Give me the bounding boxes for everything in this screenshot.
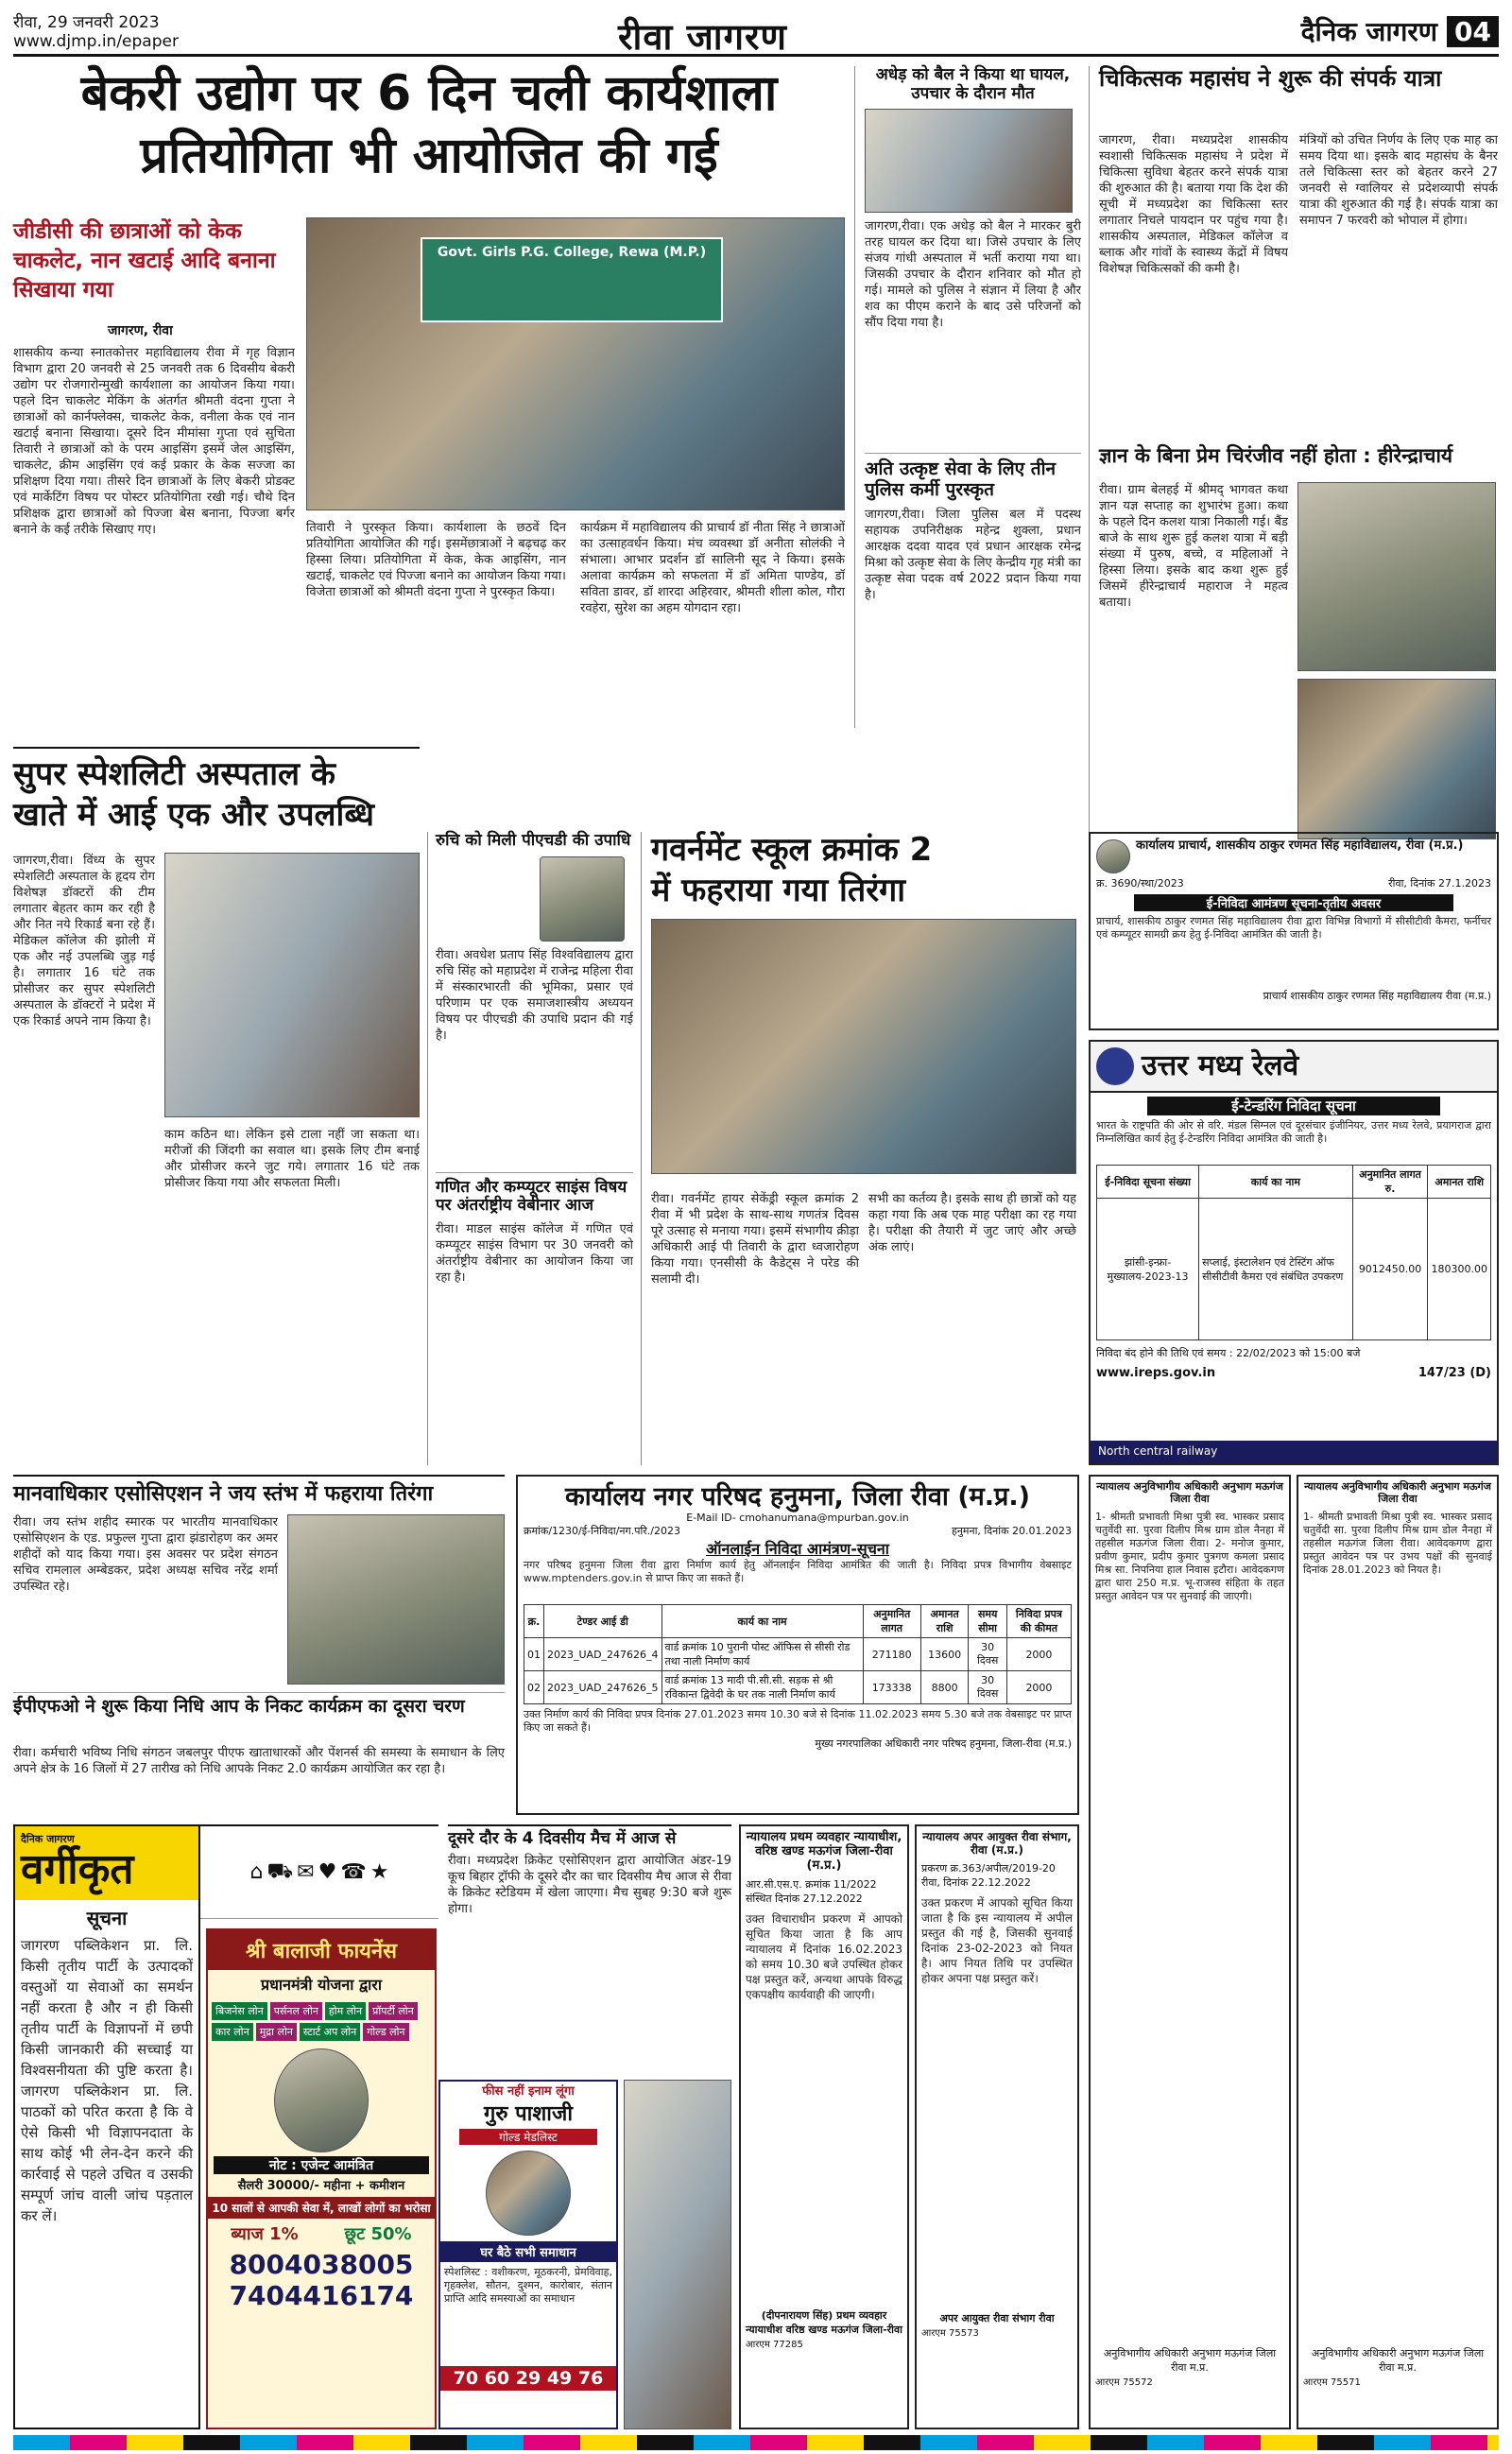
railway-td-3: 9012450.00 (1352, 1199, 1428, 1340)
nagar-cell: 8800 (920, 1671, 969, 1704)
issue-date: रीवा, 29 जनवरी 2023 (13, 13, 160, 32)
story-bull-photo (865, 109, 1073, 213)
loan-badge: मुद्रा लोन (256, 2023, 297, 2041)
briefcase-icon: ✉ (297, 1860, 315, 1884)
story-cricket-headline: दूसरे दौर के 4 दिवसीय मैच में आज से (448, 1829, 677, 1848)
loan-badge: होम लोन (325, 2002, 366, 2020)
classifieds-brand: दैनिक जागरण (21, 1833, 75, 1845)
nagar-cell: 173338 (863, 1671, 920, 1704)
railway-logo (1096, 1047, 1134, 1085)
college-notice-subtitle: ई-निविदा आमंत्रण सूचना-तृतीय अवसर (1134, 894, 1453, 911)
nagar-th-3: कार्य का नाम (662, 1605, 863, 1638)
classifieds-icon-strip (200, 1824, 438, 1919)
column-right (1089, 66, 1499, 851)
railway-intro: भारत के राष्ट्रपति की ओर से वरि. मंडल सिग्नल एवं दूरसंचार इंजीनियर, उत्तर मध्य रेलवे, प्रयागराज द्वारा निम्नलिखित कार्य हेतु ई-टेन्डरिंग निविदा आमंत्रित की जाती है। (1096, 1119, 1491, 1145)
court-notice-2-ref: प्रकरण क्र.363/अपील/2019-20 (921, 1861, 1056, 1875)
court-notice-2 (915, 1824, 1079, 2429)
court-notice-1-refno: आरएम 77285 (746, 2339, 803, 2350)
nagar-cell: वार्ड क्रमांक 13 मादी पी.सी.सी. सड़क से श्री रविकान्त द्विवेदी के घर तक नाली निर्माण कार्य (662, 1671, 863, 1704)
nagar-th-7: निविदा प्रपत्र की कीमत (1006, 1605, 1071, 1638)
railway-dates: निविदा बंद होने की तिथि एवं समय : 22/02/2023 को 15:00 बजे (1096, 1347, 1361, 1359)
story-phd-body: रीवा। अवधेश प्रताप सिंह विश्वविद्यालय द्वारा रुचि सिंह को महाप्रदेश में राजेन्द्र महिला रीवा में संस्कारभारती की भूमिका, प्रसार एवं परिणाम पर एक समाजशास्त्रीय अध्ययन विषय पर पीएचडी की उपाधि प्रदान की गई है। (436, 947, 633, 1043)
story-epfo-body: रीवा। कर्मचारी भविष्य निधि संगठन जबलपुर पीएफ खाताधारकों और पेंशनर्स की समस्या के समाधान के लिए अपने क्षेत्र के 16 जिलों में 27 तारीख को निधि आपके निकट 2.0 कार्यक्रम आयोजित कर रहा है। (13, 1746, 505, 1776)
railway-ref: 147/23 (D) (1418, 1366, 1491, 1380)
star-icon: ★ (369, 1860, 389, 1884)
legal-notice-1 (1089, 1475, 1291, 2429)
guru-medal: गोल्ड मेडलिस्ट (459, 2129, 597, 2145)
nagar-cell: 2023_UAD_247626_5 (544, 1671, 662, 1704)
story-phd-headline: रुचि को मिली पीएचडी की उपाधि (436, 831, 631, 850)
guru-name: गुरु पाशाजी (483, 2102, 574, 2126)
railway-table-row (1097, 1199, 1491, 1340)
story-police-headline: अति उत्कृष्ट सेवा के लिए तीन पुलिस कर्मी पुरस्कृत (865, 453, 1081, 501)
loan-badge: गोल्ड लोन (363, 2023, 408, 2041)
story-bakery-headline-2: प्रतियोगिता भी आयोजित की गई (140, 127, 718, 184)
railway-th-3: अनुमानित लागत रु. (1352, 1166, 1428, 1199)
brand-name: दैनिक जागरण (1300, 16, 1438, 47)
story-bakery-dateline: जागरण, रीवा (108, 323, 173, 338)
story-doctors-body-2: मंत्रियों को उचित निर्णय के लिए एक माह का समय दिया था। इसके बाद महासंघ के बैनर तले चिकित्सा स्तर को बेहतर करने 27 जनवरी से ग्वालियर से प्रदेशव्यापी संपर्क यात्रा की शुरुआत की गई है। संपर्क यात्रा का समापन 7 फरवरी को भोपाल में होगा। (1299, 133, 1498, 228)
column-phd (427, 832, 633, 1465)
railway-th-4: अमानत राशि (1428, 1166, 1491, 1199)
college-notice-date: रीवा, दिनांक 27.1.2023 (1388, 877, 1491, 890)
legal-notice-1-signature: अनुविभागीय अधिकारी अनुभाग मऊगंज जिला रीवा म.प्र. (1103, 2347, 1277, 2375)
guru-body: स्पेशलिस्ट : वशीकरण, मूठकरनी, प्रेमविवाह, गृहक्लेश, सौतन, दुश्मन, कारोबार, संतान प्राप्ति आदि समस्याओं का समाधान (444, 2266, 612, 2305)
masthead-right (1301, 13, 1499, 49)
railway-th-1: ई-निविदा सूचना संख्या (1097, 1166, 1199, 1199)
story-bakery (13, 66, 845, 728)
court-notice-1-signature: (दीपनारायण सिंह) प्रथम व्यवहार न्यायाधीश वरिष्ठ खण्ड मऊगंज जिला-रीवा (746, 2308, 902, 2336)
story-school-headline-2: में फहराया गया तिरंगा (651, 872, 906, 910)
railway-table-header (1097, 1166, 1491, 1199)
loan-badge: पर्सनल लोन (270, 2002, 322, 2020)
college-notice-ref: क्र. 3690/स्था/2023 (1096, 877, 1184, 890)
balaji-model-photo (274, 2048, 369, 2152)
balaji-phone-2[interactable]: 7404416174 (229, 2280, 414, 2311)
nagar-notice-intro: नगर परिषद हनुमना जिला रीवा द्वारा निर्माण कार्य हेतु ऑनलाईन निविदा आमंत्रित की जाती है। निविदा प्रपत्र विभागीय वेबसाइट www.mptenders.gov.in से प्राप्त किए जा सकते हैं। (524, 1559, 1072, 1585)
story-bull-headline: अधेड़ को बैल ने किया था घायल, उपचार के दौरान मौत (875, 65, 1071, 103)
classifieds-notice-heading: सूचना (86, 1906, 128, 1929)
college-notice (1089, 832, 1499, 1030)
railway-footer (1091, 1441, 1497, 1463)
legal-notice-2 (1297, 1475, 1499, 2429)
legal-notice-2-body: 1- श्रीमती प्रभावती मिश्रा पुत्री स्व. भास्कर प्रसाद चतुर्वेदी सा. पुरवा दिलीप मिश्र ग्राम डोल नैनहा में तहसील मऊगंज जिला रीवा। आवेदकगण द्वारा प्रस्तुत आवेदन पत्र पर उभय पक्षों की सुनवाई दिनांक 28.01.2023 को नियत है। (1303, 1511, 1492, 1577)
guru-ad (438, 2080, 618, 2429)
story-hospital (13, 747, 420, 1465)
nagar-table-row (524, 1671, 1072, 1704)
story-gyan-headline: ज्ञान के बिना प्रेम चिरंजीव नहीं होता : हीरेन्द्राचार्य (1099, 444, 1453, 467)
story-bakery-headline-1: बेकरी उद्योग पर 6 दिन चली कार्यशाला (80, 65, 778, 122)
story-hospital-body: जागरण,रीवा। विंध्य के सुपर स्पेशलिटी अस्पताल के हृदय रोग विशेषज्ञ डॉक्टरों की टीम लगातार बेहतर काम कर रही है और नित नये रिकार्ड बना रहे हैं। मेडिकल कॉलेज की झोली में एक और नई उपलब्धि जुड़ गई है। लगातार 16 घंटे तक प्रोसीजर कर सुपर स्पेशलिटी अस्पताल के डॉक्टरों ने प्रदेश में एक रिकार्ड अपने नाम किया है। (13, 854, 155, 1028)
court-notice-1-ref: आर.सी.एस.ए. क्रमांक 11/2022 (746, 1877, 877, 1891)
story-rights-body: रीवा। जय स्तंभ शहीद स्मारक पर भारतीय मानवाधिकार एसोसिएशन के एड. प्रफुल्ल गुप्ता द्वारा झंडारोहण कर अमर शहीदों को याद किया गया। इस अवसर पर प्रदेश संगठन सचिव रामलाल अम्बेडकर, प्रदेश अध्यक्ष सचिव नरेंद्र शर्मा उपस्थित रहे। (13, 1515, 278, 1594)
loan-badge: कार लोन (212, 2023, 253, 2041)
story-doctors-body: जागरण, रीवा। मध्यप्रदेश शासकीय स्वशासी चिकित्सक महासंघ ने प्रदेश में चिकित्सा सुविधा बेहतर करने संपर्क यात्रा की शुरुआत की है। बताया गया कि देश की सूची में मध्यप्रदेश का चिकित्सा स्तर लगातार निचले पायदान पर पहुंच गया है। शासकीय अस्पताल, मेडिकल कॉलेज व ब्लाक और गांवों के स्वास्थ्य केंद्रों में विषय विशेषज्ञ चिकित्सकों की कमी है। (1099, 133, 1288, 276)
court-notice-2-date: रीवा, दिनांक 22.12.2022 (921, 1875, 1031, 1889)
nagar-th-5: अमानत राशि (920, 1605, 969, 1638)
story-cricket-photo (624, 2080, 731, 2429)
balaji-ad (206, 1928, 437, 2429)
court-notice-2-title: न्यायालय अपर आयुक्त रीवा संभाग, रीवा (म.प्र.) (922, 1830, 1072, 1857)
legal-notice-1-title: न्यायालय अनुविभागीय अधिकारी अनुभाग मऊगंज जिला रीवा (1096, 1480, 1283, 1505)
college-banner-text: Govt. Girls P.G. College, Rewa (M.P.) (437, 245, 707, 260)
nagar-cell: 2000 (1006, 1671, 1071, 1704)
story-webinar-headline: गणित और कम्प्यूटर साइंस विषय पर अंतर्राष्ट्रीय वेबीनार आज (436, 1172, 633, 1216)
nagar-cell: 2000 (1006, 1638, 1071, 1671)
story-webinar-body: रीवा। माडल साइंस कॉलेज में गणित एवं कम्प्यूटर साइंस विभाग पर 30 जनवरी को अंतर्राष्ट्रीय वेबीनार का आयोजन किया जा रहा है। (436, 1221, 633, 1285)
court-notice-2-body: उक्त प्रकरण में आपको सूचित किया जाता है कि इस न्यायालय में अपील प्रस्तुत की गई है, जिसकी सुनवाई दिनांक 23-02-2023 को नियत है। आप नियत तिथि पर उपस्थित होकर अपना पक्ष प्रस्तुत करें। (921, 1895, 1073, 1985)
railway-title: उत्तर मध्य रेलवे (1142, 1048, 1299, 1082)
balaji-phone-1[interactable]: 8004038005 (229, 2249, 414, 2280)
story-phd-photo (540, 856, 625, 942)
story-school-body-2: सभी का कर्तव्य है। इसके साथ ही छात्रों को यह कहा गया कि अब एक माह परीक्षा का रह गया है। परीक्षा की तैयारी में जुट जाएं और अच्छे अंक लाएं। (868, 1192, 1076, 1254)
court-notice-2-refno: आरएम 75573 (921, 2327, 979, 2339)
railway-footer-text: North central railway (1098, 1444, 1218, 1458)
nagar-cell: 30 दिवस (969, 1671, 1006, 1704)
phone-icon: ☎ (340, 1860, 367, 1884)
court-notice-1-body: उक्त विचाराधीन प्रकरण में आपको सूचित किया जाता है कि आप न्यायालय में दिनांक 16.02.2023 को समय 10.30 बजे उपस्थित होकर पक्ष प्रस्तुत करें, अन्यथा आपके विरुद्ध एकपक्षीय कार्यवाही की जाएगी। (746, 1911, 902, 2001)
story-rights (13, 1475, 505, 1815)
nagar-table (524, 1604, 1072, 1704)
court-notice-1-title: न्यायालय प्रथम व्यवहार न्यायाधीश, वरिष्ठ खण्ड मऊगंज जिला-रीवा (म.प्र.) (746, 1830, 902, 1873)
story-school-headline-1: गवर्नमेंट स्कूल क्रमांक 2 (651, 831, 933, 869)
nagar-notice-subtitle: ऑनलाईन निविदा आमंत्रण-सूचना (706, 1540, 889, 1559)
nagar-notice-ref: क्रमांक/1230/ई-निविदा/नग.परि./2023 (524, 1525, 681, 1538)
story-hospital-photo (164, 853, 420, 1117)
story-cricket-body: रीवा। मध्यप्रदेश क्रिकेट एसोसिएशन द्वारा आयोजित अंडर-19 कूच बिहार ट्रॉफी के दूसरे दौर का चार दिवसीय मैच आज से रीवा के क्रिकेट स्टेडियम में खेला जाएगा। मैच सुबह 9:30 बजे शुरू होगा। (448, 1853, 731, 1916)
nagar-notice-signature: मुख्य नगरपालिका अधिकारी नगर परिषद हनुमना, जिला-रीवा (म.प्र.) (815, 1737, 1072, 1751)
loan-badge: स्टार्ट अप लोन (300, 2023, 360, 2041)
guru-phone[interactable]: 70 60 29 49 76 (440, 2366, 616, 2391)
story-bakery-body-3: कार्यक्रम में महाविद्यालय की प्राचार्य डॉ नीता सिंह ने छात्राओं का उत्साहवर्धन किया। मंच व्यवस्था डॉ अनीता सोलंकी ने संभाला। आभार प्रदर्शन डॉ सालिनी सूद ने किया। इसके अलावा कार्यक्रम को सफलता में डॉ अमिता पाण्डेय, डॉ सविता डावर, डॉ शारदा अहिरवार, श्रीमती शीला कोल, गौरा रवहेरा, सुरेश का अहम योगदान रहा। (580, 521, 845, 615)
classifieds-notice-body: जागरण पब्लिकेशन प्रा. लि. किसी तृतीय पार्टी के उत्पादकों वस्तुओं या सेवाओं का समर्थन नहीं करता है और न ही किसी तृतीय पार्टी के विज्ञापनों में छपी किसी जानकारी की सच्चाई या विश्वसनीयता की पुष्टि करता है। जागरण पब्लिकेशन प्रा. लि. पाठकों को परित करता है कि वे ऐसे किसी भी विज्ञापनदाता के साथ कोई भी लेन-देन करने की कार्रवाई से पहले उचित व उसकी सम्पूर्ण जांच वाली जांच पड़ताल कर लें। (21, 1936, 193, 2224)
nagar-notice-closing: उक्त निर्माण कार्य की निविदा प्रपत्र दिनांक 27.01.2023 समय 10.30 बजे से दिनांक 11.02.2023 समय 5.30 बजे तक वेबसाइट पर प्राप्त किए जा सकते हैं। (524, 1708, 1072, 1735)
court-notice-2-signature: अपर आयुक्त रीवा संभाग रीवा (939, 2311, 1055, 2324)
story-police-body: जागरण,रीवा। जिला पुलिस बल में पदस्थ सहायक उपनिरीक्षक महेन्द्र शुक्ला, प्रधान आरक्षक ददवा यादव एवं प्रधान आरक्षक रमेन्द्र मिश्रा को उत्कृष्ट सेवा के लिए केन्द्रीय गृह मंत्री का उत्कृष्ट सेवा पदक वर्ष 2022 प्रदान किया गया है। (865, 507, 1081, 602)
balaji-salary: सैलरी 30000/- महीना + कमीशन (237, 2179, 405, 2193)
story-gyan-photo-2 (1297, 679, 1496, 839)
print-registration-strip (13, 2435, 1499, 2450)
story-bakery-body: शासकीय कन्या स्नातकोत्तर महाविद्यालय रीवा में गृह विज्ञान विभाग द्वारा 20 जनवरी से 25 जनवरी तक 6 दिवसीय बेकरी उद्योग पर रोजगारोन्मुखी कार्यशाला का आयोजन किया गया। पहले दिन चाकलेट मेकिंग के अंतर्गत श्रीमती वंदना गुप्ता ने छात्राओं को कार्नफ्लेक्स, चाकलेट केक, वनीला केक एवं नान खटाई बनाना सिखाया। दूसरे दिन मीमांसा गुप्ता एवं सुचिता तिवारी ने छात्राओं को के परम आइसिंग इसमें जेल आइसिंग, चाकलेट, क्रीम आइसिंग एवं कई प्रकार के केक सज्जा का प्रशिक्षण दिया गया। तीसरे दिन छात्राओं के लिए बेकरी प्रोडक्ट एवं मार्केटिंग विषय पर पोस्टर प्रतियोगिता रखी गई। चौथे दिन प्रशिक्षक द्वारा छात्राओं को पिज्जा बेस बनाना, पिज्जा बर्गर बनाने के कई तरीके सिखाए गए। (13, 346, 295, 537)
legal-notice-2-ref: आरएम 75571 (1303, 2377, 1361, 2389)
story-hospital-headline-1: सुपर स्पेशलिटी अस्पताल के (13, 755, 336, 793)
college-notice-signature: प्राचार्य शासकीय ठाकुर रणमत सिंह महाविद्यालय रीवा (म.प्र.) (1263, 990, 1491, 1002)
car-icon: ⛟ (266, 1858, 294, 1883)
balaji-trust: 10 सालों से आपकी सेवा में, लाखों लोगों का भरोसा (208, 2197, 435, 2219)
railway-td-4: 180300.00 (1428, 1199, 1491, 1340)
story-bakery-subhead: जीडीसी की छात्राओं को केक चाकलेट, नान खटाई आदि बनाना सिखाया गया (13, 219, 276, 303)
guru-tagline: फीस नहीं इनाम लूंगा (482, 2084, 575, 2099)
nagar-cell: 02 (524, 1671, 544, 1704)
railway-td-2: सप्लाई, इंस्टालेशन एवं टेस्टिंग ऑफ सीसीटीवी कैमरा एवं संबंधित उपकरण (1199, 1199, 1353, 1340)
railway-td-1: झांसी-इन्फ्रा-मुख्यालय-2023-13 (1097, 1199, 1199, 1340)
guru-slogan: घर बैठे सभी समाधान (440, 2241, 616, 2262)
railway-website[interactable]: www.ireps.gov.in (1096, 1366, 1216, 1380)
railway-notice (1089, 1040, 1499, 1465)
story-gyan-photo (1297, 482, 1496, 671)
story-epfo-headline: ईपीएफओ ने शुरू किया निधि आप के निकट कार्यक्रम का दूसरा चरण (13, 1692, 505, 1718)
masthead-left (13, 13, 179, 51)
nagar-notice (516, 1475, 1079, 1815)
classifieds (13, 1824, 200, 2429)
nagar-cell: 2023_UAD_247626_4 (544, 1638, 662, 1671)
railway-subtitle: ई-टेन्डरिंग निविदा सूचना (1147, 1097, 1440, 1115)
nagar-notice-date: हनुमना, दिनांक 20.01.2023 (951, 1525, 1072, 1538)
balaji-subtitle: प्रधानमंत्री योजना द्वारा (260, 1976, 382, 1994)
column-middle (854, 66, 1081, 728)
story-bakery-body-2: तिवारी ने पुरस्कृत किया। कार्यशाला के छठवें दिन प्रतियोगिता आयोजित की गई। इसमेंछात्राओं ने बढ़चढ़ कर हिस्सा लिया। प्रतियोगिता में केक, केक आइसिंग, नान खटाई, चाकलेट एवं पिज्जा बनाने का आयोजन किया गया। विजेता छात्राओं को श्रीमती वंदना गुप्ता ने पुरस्कृत किया। (306, 521, 566, 599)
page-number: 04 (1447, 16, 1499, 47)
loan-badge: बिजनेस लोन (212, 2002, 267, 2020)
college-notice-body: प्राचार्य, शासकीय ठाकुर रणमत सिंह महाविद्यालय रीवा द्वारा विभिन्न विभागों में सीसीटीवी कैमरा, फर्नीचर एवं कम्प्यूटर सामग्री क्रय हेतु ई-निविदा आमंत्रित की जाती है। (1096, 915, 1491, 941)
classifieds-title: वर्गीकृत (21, 1845, 134, 1893)
story-bull-body: जागरण,रीवा। एक अधेड़ को बैल ने मारकर बुरी तरह घायल कर दिया था। जिसे उपचार के लिए संजय गांधी अस्पताल में भर्ती कराया गया था। जिसकी उपचार के दौरान शनिवार को मौत हो गई। मामले को पुलिस ने संज्ञान में लिया है और शव का पीएम कराने के बाद उसे परिजनों को सौंप दिया गया है। (865, 219, 1081, 331)
nagar-cell: 271180 (863, 1638, 920, 1671)
section-title: रीवा जागरण (618, 16, 788, 58)
story-rights-headline: मानवाधिकार एसोसिएशन ने जय स्तंभ में फहराया तिरंगा (13, 1482, 434, 1506)
nagar-table-row (524, 1638, 1072, 1671)
heart-icon: ♥ (318, 1860, 337, 1884)
story-hospital-headline-2: खाते में आई एक और उपलब्धि (13, 796, 374, 835)
nagar-th-2: टेण्डर आई डी (544, 1605, 662, 1638)
legal-notice-2-signature: अनुविभागीय अधिकारी अनुभाग मऊगंज जिला रीवा म.प्र. (1311, 2347, 1485, 2375)
nagar-th-6: समय सीमा (969, 1605, 1006, 1638)
balaji-title: श्री बालाजी फायनेंस (208, 1930, 435, 1970)
story-school-body: रीवा। गवर्नमेंट हायर सेकेंड्री स्कूल क्रमांक 2 रीवा में भी प्रदेश के साथ-साथ गणतंत्र दिवस पूरे उत्साह से मनाया गया। इसमें संभागीय क्रीड़ा अधिकारी आई पी तिवारी के द्वारा ध्वजारोहण किया गया। एनसीसी के कैडेट्स ने परेड की सलामी दी। (651, 1192, 859, 1287)
story-cricket (448, 1824, 731, 2076)
railway-th-2: कार्य का नाम (1199, 1166, 1353, 1199)
nagar-cell: वार्ड क्रमांक 10 पुरानी पोस्ट ऑफिस से सीसी रोड तथा नाली निर्माण कार्य (662, 1638, 863, 1671)
balaji-note: नोट : एजेन्ट आमंत्रित (214, 2156, 429, 2174)
story-hospital-body-2: काम कठिन था। लेकिन इसे टाला नहीं जा सकता था। मरीजों की जिंदगी का सवाल था। इसके लिए टीम बनाई और प्रोसीजर करने जुट गये। लगातार 16 घंटे तक प्रोसीजर किया गया और सफलता मिली। (164, 1128, 420, 1190)
legal-notice-2-title: न्यायालय अनुविभागीय अधिकारी अनुभाग मऊगंज जिला रीवा (1304, 1480, 1491, 1505)
court-notice-1 (739, 1824, 909, 2429)
legal-notice-1-ref: आरएम 75572 (1095, 2377, 1153, 2389)
story-school-photo (651, 919, 1076, 1174)
nagar-cell: 30 दिवस (969, 1638, 1006, 1671)
loan-badge: प्रॉपर्टी लोन (369, 2002, 418, 2020)
college-emblem (1096, 839, 1130, 873)
court-notice-1-date: संस्थित दिनांक 27.12.2022 (746, 1892, 863, 1905)
guru-photo (486, 2151, 571, 2236)
story-bakery-photo (306, 217, 845, 510)
college-notice-title: कार्यालय प्राचार्य, शासकीय ठाकुर रणमत सिंह महाविद्यालय, रीवा (म.प्र.) (1136, 838, 1464, 853)
masthead (13, 9, 1499, 57)
legal-notice-1-body: 1- श्रीमती प्रभावती मिश्रा पुत्री स्व. भास्कर प्रसाद चतुर्वेदी सा. पुरवा दिलीप मिश्र ग्राम डोल नैनहा में तहसील मऊगंज जिला रीवा। 2- मनोज कुमार, प्रवीण कुमार, प्रदीप कुमार पुत्रगण कमला प्रसाद मिश्र सा. निपनिया हाल निवास इटौरा। आवेदकगण द्वारा धारा 250 म.प्र. भू-राजस्व संहिता के तहत प्रस्तुत आवेदन पत्र पर सुनवाई की जाएगी। (1095, 1511, 1284, 1603)
epaper-url[interactable]: www.djmp.in/epaper (13, 32, 179, 51)
story-rights-photo (287, 1514, 505, 1685)
story-gyan-body: रीवा। ग्राम बेलहई में श्रीमद् भागवत कथा ज्ञान यज्ञ सप्ताह का शुभारंभ हुआ। कथा के पहले दिन कलश यात्रा निकाली गई। बैंड बाजे के साथ शुरू हुई कलश यात्रा में बड़ी संख्या में पुरुष, बच्चे, व महिलाओं ने हिस्सा लिया। इसके बाद कथा शुरू हुई जिसमें हीरेन्द्राचार्य महाराज ने महत्व बताया। (1099, 483, 1288, 610)
nagar-cell: 01 (524, 1638, 544, 1671)
nagar-notice-email[interactable]: E-Mail ID- cmohanumana@mpurban.gov.in (686, 1512, 909, 1525)
nagar-cell: 13600 (920, 1638, 969, 1671)
story-school (641, 832, 1079, 1465)
nagar-table-header (524, 1605, 1072, 1638)
college-banner (421, 237, 723, 322)
balaji-discount: छूट 50% (344, 2224, 412, 2244)
nagar-th-4: अनुमानित लागत (863, 1605, 920, 1638)
railway-table (1096, 1165, 1491, 1340)
story-doctors-headline: चिकित्सक महासंघ ने शुरू की संपर्क यात्रा (1099, 65, 1442, 92)
balaji-rate: ब्याज 1% (231, 2224, 299, 2244)
home-icon: ⌂ (249, 1860, 264, 1884)
nagar-th-1: क्र. (524, 1605, 544, 1638)
nagar-notice-title: कार्यालय नगर परिषद हनुमना, जिला रीवा (म.प्र.) (564, 1482, 1031, 1512)
classifieds-header (15, 1826, 198, 1900)
